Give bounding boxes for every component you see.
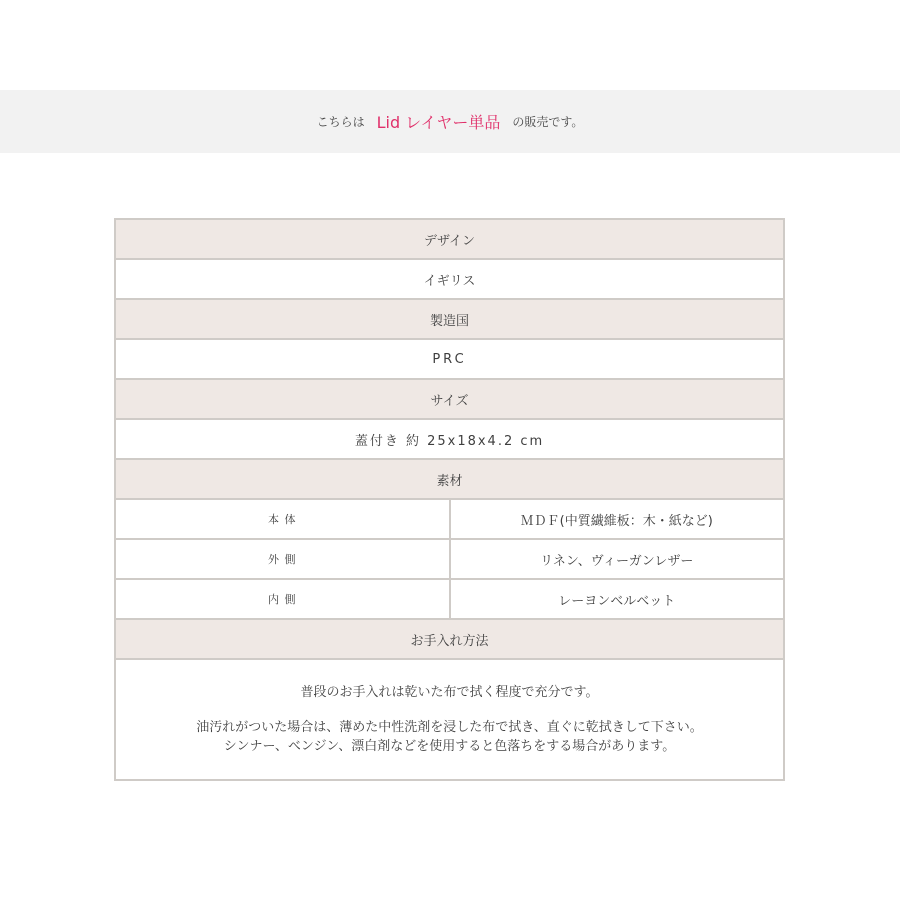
material-label: 外 側 <box>115 539 450 579</box>
material-row <box>115 539 784 579</box>
material-value: レーヨンベルベット <box>450 579 785 619</box>
origin-header: 製造国 <box>115 299 784 339</box>
material-label: 本 体 <box>115 499 450 539</box>
material-value: ＭＤＦ(中質繊維板：木・紙など) <box>450 499 785 539</box>
material-header-row <box>115 459 784 499</box>
size-value: 蓋付き 約 25x18x4.2 cm <box>115 419 784 459</box>
origin-value: PRC <box>115 339 784 379</box>
material-row <box>115 579 784 619</box>
origin-value-row <box>115 339 784 379</box>
material-value: リネン、ヴィーガンレザー <box>450 539 785 579</box>
material-header: 素材 <box>115 459 784 499</box>
material-row <box>115 499 784 539</box>
care-line-3: シンナー、ベンジン、漂白剤などを使用すると色落ちをする場合があります。 <box>223 739 676 754</box>
care-body <box>115 659 784 780</box>
design-value: イギリス <box>115 259 784 299</box>
design-header: デザイン <box>115 219 784 259</box>
design-header-row <box>115 219 784 259</box>
origin-header-row <box>115 299 784 339</box>
spec-table <box>114 218 785 781</box>
size-header: サイズ <box>115 379 784 419</box>
care-line-2: 油汚れがついた場合は、薄めた中性洗剤を浸した布で拭き、直ぐに乾拭きして下さい。 <box>196 720 703 735</box>
care-body-row <box>115 659 784 780</box>
material-label: 内 側 <box>115 579 450 619</box>
notice-product-name: Lid レイヤー単品 <box>376 113 501 132</box>
notice-suffix: の販売です。 <box>512 115 584 129</box>
care-header-row <box>115 619 784 659</box>
size-header-row <box>115 379 784 419</box>
care-header: お手入れ方法 <box>115 619 784 659</box>
care-line-1: 普段のお手入れは乾いた布で拭く程度で充分です。 <box>300 685 599 700</box>
notice-banner <box>0 90 900 153</box>
design-value-row <box>115 259 784 299</box>
size-value-row <box>115 419 784 459</box>
notice-prefix: こちらは <box>316 115 365 129</box>
